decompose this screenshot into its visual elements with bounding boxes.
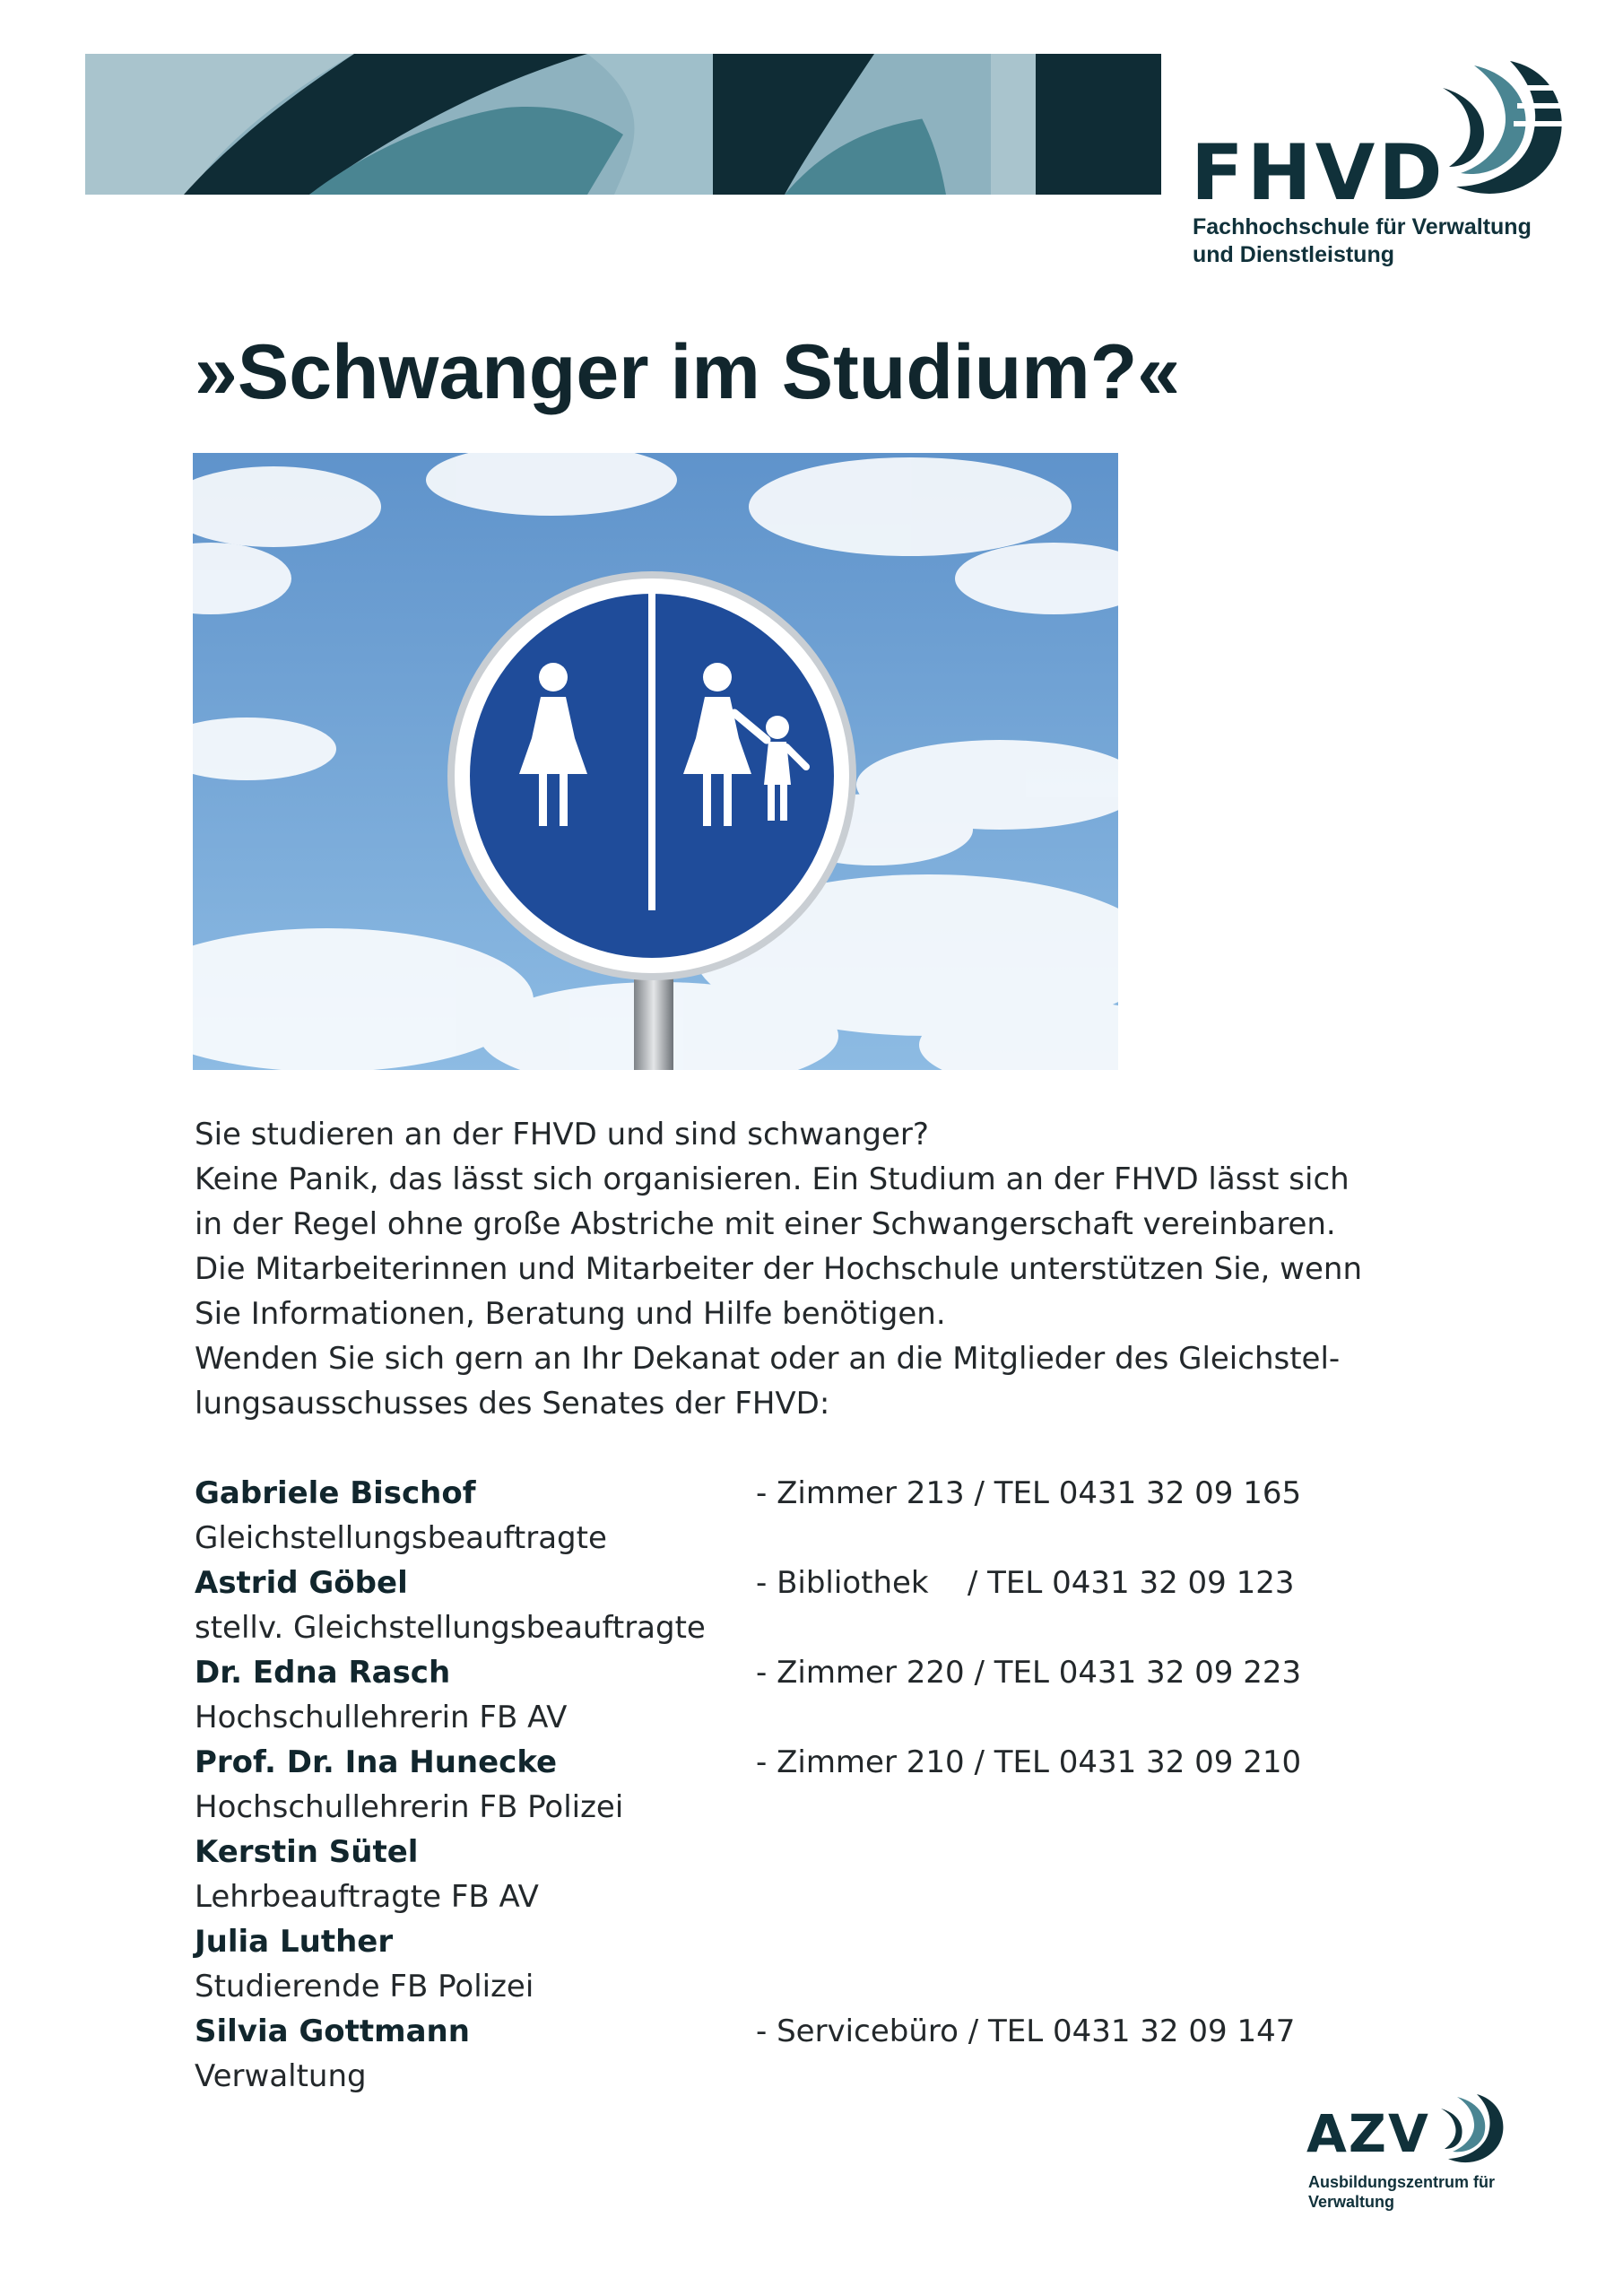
contact-role: Lehrbeauftragte FB AV: [195, 1879, 539, 1915]
road-sign-photo: [193, 453, 1118, 1070]
contact-role: Hochschullehrerin FB Polizei: [195, 1789, 624, 1825]
contact-row: [195, 1471, 1486, 1561]
logo-title: FHVD: [1191, 128, 1446, 218]
contact-row: [195, 1830, 1486, 1919]
intro-line: Sie studieren an der FHVD und sind schwanger?: [195, 1117, 929, 1152]
contact-role: Gleichstellungsbeauftragte: [195, 1520, 607, 1556]
intro-text: [195, 1112, 1486, 1426]
contact-name: Dr. Edna Rasch: [195, 1655, 451, 1691]
azv-swirl-icon: [1430, 2090, 1509, 2169]
contact-name: Gabriele Bischof: [195, 1475, 476, 1511]
logo-subtitle-line1: Fachhochschule für Verwaltung: [1193, 214, 1532, 239]
contact-row: [195, 1740, 1486, 1830]
contact-row: [195, 2009, 1486, 2099]
azv-subtitle-line2: Verwaltung: [1308, 2193, 1395, 2211]
intro-line: Keine Panik, das lässt sich organisieren. Ein Studium an der FHVD lässt sich: [195, 1161, 1350, 1197]
intro-line: Sie Informationen, Beratung und Hilfe benötigen.: [195, 1296, 946, 1332]
contact-name: Silvia Gottmann: [195, 2013, 470, 2049]
fhvd-logo: [1184, 52, 1578, 276]
contact-role: Hochschullehrerin FB AV: [195, 1700, 568, 1735]
contact-role: stellv. Gleichstellungsbeauftragte: [195, 1610, 706, 1646]
intro-line: in der Regel ohne große Abstriche mit einer Schwangerschaft vereinbaren.: [195, 1206, 1336, 1242]
contact-row: [195, 1919, 1486, 2009]
fhvd-swirl-icon: [1420, 52, 1573, 204]
page-title: »Schwanger im Studium?«: [195, 329, 1181, 415]
azv-subtitle: [1308, 2172, 1495, 2212]
azv-subtitle-line1: Ausbildungszentrum für: [1308, 2173, 1495, 2191]
contact-list: [195, 1471, 1486, 2099]
contact-info: - Zimmer 213 / TEL 0431 32 09 165: [756, 1475, 1302, 1511]
contact-row: [195, 1650, 1486, 1740]
contact-info: - Zimmer 210 / TEL 0431 32 09 210: [756, 1744, 1302, 1780]
contact-info: - Zimmer 220 / TEL 0431 32 09 223: [756, 1655, 1302, 1691]
contact-name: Julia Luther: [195, 1924, 394, 1960]
contact-name: Astrid Göbel: [195, 1565, 408, 1601]
intro-line: Wenden Sie sich gern an Ihr Dekanat oder an die Mitglieder des Gleichstel-: [195, 1341, 1341, 1377]
contact-role: Verwaltung: [195, 2058, 367, 2094]
azv-logo-title: AZV: [1306, 2103, 1430, 2164]
contact-row: [195, 1561, 1486, 1650]
contact-name: Kerstin Sütel: [195, 1834, 419, 1870]
contact-info: - Bibliothek / TEL 0431 32 09 123: [756, 1565, 1295, 1601]
intro-line: Die Mitarbeiterinnen und Mitarbeiter der Hochschule unterstützen Sie, wenn: [195, 1251, 1362, 1287]
contact-info: - Servicebüro / TEL 0431 32 09 147: [756, 2013, 1296, 2049]
logo-subtitle-line2: und Dienstleistung: [1193, 242, 1394, 267]
azv-logo: [1305, 2090, 1574, 2224]
logo-subtitle: [1193, 213, 1532, 269]
header-banner: [85, 54, 1161, 195]
contact-name: Prof. Dr. Ina Hunecke: [195, 1744, 558, 1780]
intro-line: lungsausschusses des Senates der FHVD:: [195, 1386, 830, 1422]
contact-role: Studierende FB Polizei: [195, 1969, 534, 2005]
